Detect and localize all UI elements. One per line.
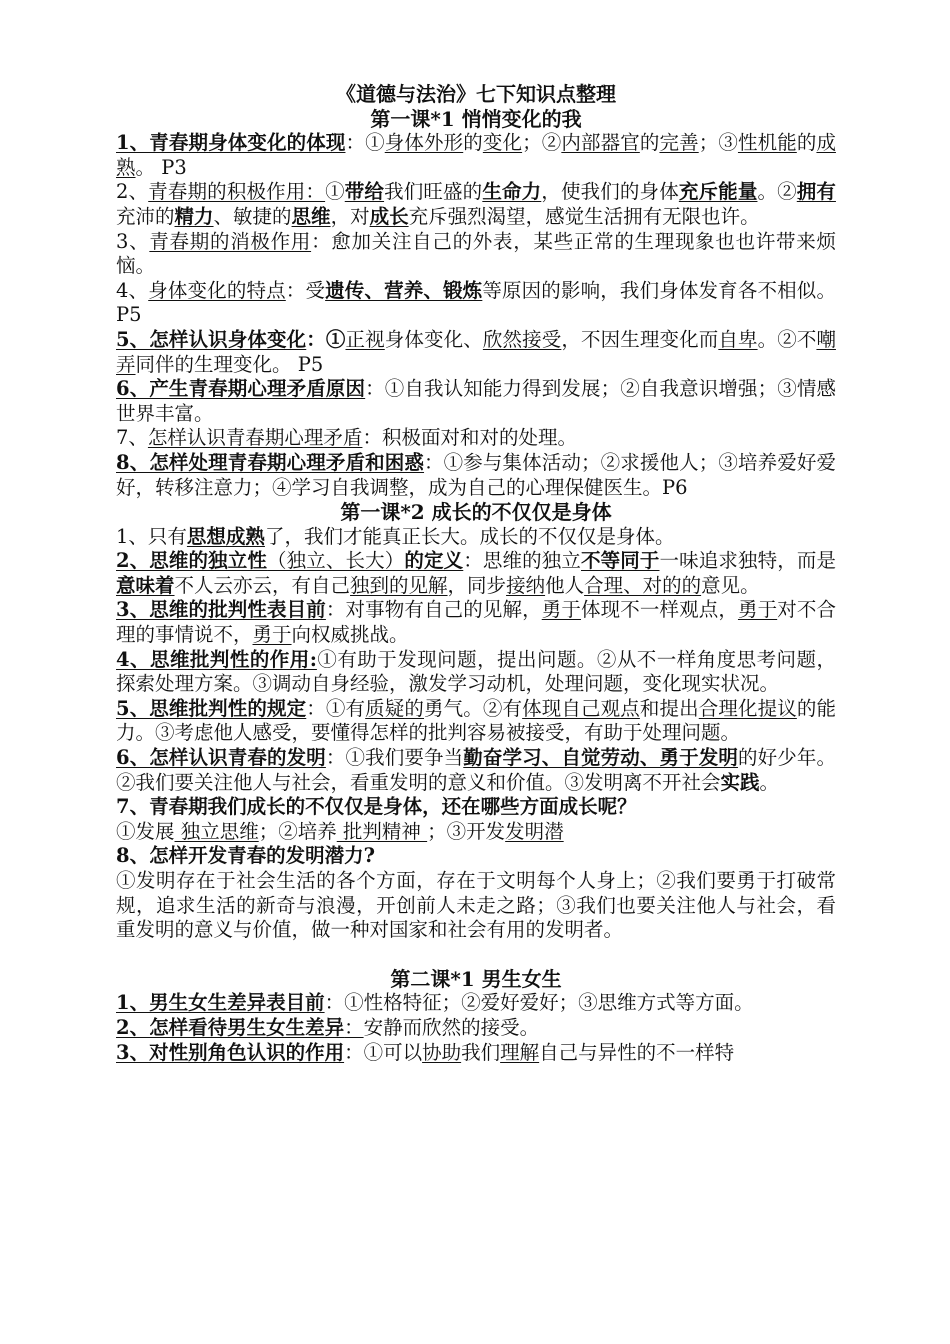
text-run: 带给	[344, 180, 385, 204]
text-run: 身体变化、	[384, 327, 483, 351]
text-run: 自卑	[718, 327, 758, 351]
text-run: ①发明存在于社会生活的各个方面，存在于文明每个人身上；②我们要勇于打破常规，追求生活的新奇与浪漫，开创前人未走之路；③我们也要关注他人与社会，看重发明的意义与价值，做一种对国家和社会有用的发明者。	[116, 869, 836, 942]
knowledge-point	[116, 525, 836, 550]
text-run: 生命力	[482, 180, 542, 204]
text-run: ：①性格特征；②爱好爱好；③思维方式等方面。	[324, 991, 754, 1015]
text-run: 发明潜	[505, 819, 564, 843]
text-run: 勇于	[737, 598, 778, 622]
text-run: 质疑的	[365, 696, 425, 720]
text-run: 2、	[116, 180, 149, 204]
text-run: ：①参与集体活动；②求援他人；③培养爱好爱好，转移注意力；④学习自我调整，成为自己的心理保健医生。P6	[116, 450, 836, 499]
knowledge-point	[116, 991, 836, 1016]
text-run: 4、	[116, 278, 149, 302]
knowledge-point	[116, 426, 836, 451]
text-run: 不等同于	[581, 549, 660, 573]
text-run: ：①自我认知能力得到发展；②自我意识增强；③情感世界丰富。	[116, 377, 836, 425]
text-run: ①	[325, 180, 345, 204]
text-run: ：①有	[306, 696, 366, 720]
text-run: 6、怎样认识青春的发明	[116, 746, 326, 770]
text-run: ；②	[522, 131, 562, 155]
text-run: 自己与异性的不一样特	[539, 1040, 735, 1064]
text-run: 勇于	[252, 623, 292, 647]
knowledge-point	[116, 549, 836, 598]
text-run: 5、思维批判性的规定	[116, 696, 307, 720]
text-run: 勤奋学习、自觉劳动、勇于发明	[463, 746, 738, 770]
text-run: ，对	[330, 204, 370, 228]
text-run: 身体变化的特点	[148, 278, 286, 302]
text-run: 2、怎样看待男生女生差异	[116, 1015, 345, 1039]
text-run: ：积极面对和对的处理。	[362, 426, 577, 450]
text-run: 我们旺盛的	[384, 180, 483, 204]
text-run: 的能力。③考虑他人感受，要懂得怎样的批判容易被接受，有助于处理问题。	[116, 696, 836, 745]
text-run: 拥有	[796, 180, 836, 204]
text-run: 充沛的	[116, 204, 175, 228]
text-run: 精力	[174, 204, 214, 228]
section-heading: 第一课*1 悄悄变化的我	[370, 106, 582, 131]
text-run: ；③开发	[427, 819, 506, 843]
knowledge-point	[116, 820, 836, 845]
text-run: 青春期的消极作用	[149, 229, 312, 253]
text-run: 了，我们才能真正长大。成长的不仅仅是身体。	[264, 524, 675, 548]
knowledge-point	[116, 598, 836, 647]
text-run: ：①	[345, 131, 385, 155]
text-run: ：受	[285, 278, 326, 302]
text-run: 等原因的影响，我们身体发育各不相似。P5	[116, 278, 836, 327]
knowledge-point	[116, 279, 836, 328]
text-run: ，不因生理变化而	[561, 327, 719, 351]
knowledge-point	[116, 795, 836, 820]
text-run: 7、	[116, 426, 148, 450]
knowledge-point	[116, 328, 836, 377]
text-run: ：①	[306, 327, 346, 351]
text-run: 3、对性别角色认识的作用	[116, 1040, 345, 1064]
text-run: ：	[344, 1015, 364, 1039]
text-run: 完善	[659, 131, 699, 155]
text-run: 独立思维	[174, 819, 259, 843]
text-run: 欣然接受	[482, 327, 562, 351]
text-run: ，使我们的身体	[541, 180, 679, 204]
text-run: 8、怎样处理青春期心理矛盾和困惑	[116, 450, 425, 474]
section-heading: 第二课*1 男生女生	[390, 966, 562, 991]
text-run: ：①可以	[344, 1040, 423, 1064]
text-run: 3、	[116, 229, 150, 253]
text-run: 变化	[482, 131, 523, 155]
knowledge-point	[116, 131, 836, 180]
text-run: ：①我们要争当	[325, 746, 464, 770]
text-run: ①发展	[116, 819, 175, 843]
text-run: 体现不一样观点，	[580, 598, 738, 622]
text-run: 2、思维的独立性	[116, 549, 268, 573]
text-run: 充斥能量	[678, 180, 758, 204]
text-run: 5、怎样认识身体变化	[116, 327, 307, 351]
text-run: 1、青春期身体变化的体现	[116, 131, 346, 155]
text-run: ，同步	[447, 573, 507, 597]
text-run: 。②不	[757, 327, 817, 351]
knowledge-point	[116, 869, 836, 943]
knowledge-point	[116, 844, 836, 869]
text-run: 4、思维批判性的作用:	[116, 647, 317, 671]
text-run: 遗传、营养、锻炼	[325, 278, 483, 302]
text-run: 充斥强烈渴望，感觉生活拥有无限也许。	[408, 204, 760, 228]
text-run: ：思维的独立	[463, 549, 582, 573]
text-run: 勇气。②有	[424, 696, 523, 720]
text-run: 、敏捷的	[213, 204, 292, 228]
text-run: 协助	[422, 1040, 462, 1064]
knowledge-point	[116, 377, 836, 426]
text-run: 内部器官	[561, 131, 640, 155]
text-run: 1、男生女生差异表目前	[116, 991, 325, 1015]
text-run: 的好少年。②我们要关注他人与社会，看重发明的意义和价值。③发明离不开社会	[116, 746, 836, 794]
knowledge-point	[116, 1041, 836, 1066]
text-run: 我们	[461, 1040, 501, 1064]
text-run: 1、只有	[116, 524, 187, 548]
text-run: ：愈加关注自己的外表，某些正常的生理现象也也许带来烦恼。	[116, 229, 836, 278]
text-run: 和提出	[639, 696, 699, 720]
text-run: 青春期的积极作用：	[148, 180, 326, 204]
text-run: 意见。	[701, 573, 760, 597]
section-heading: 第一课*2 成长的不仅仅是身体	[340, 500, 612, 525]
text-run: 接纳	[506, 573, 546, 597]
text-run: 的	[796, 131, 817, 155]
text-run: 6、产生青春期心理矛盾原因	[116, 377, 366, 401]
text-run: 。 P3	[135, 155, 187, 179]
knowledge-point	[116, 697, 836, 746]
knowledge-point	[116, 1016, 836, 1041]
text-run: （独立、长大）	[267, 549, 405, 573]
text-run: 对不合理的事情说不，	[116, 598, 836, 647]
text-run: 正视	[345, 327, 385, 351]
text-run: 成熟	[116, 131, 836, 179]
text-run: 思维	[291, 204, 331, 228]
text-run: 怎样认识青春期心理矛盾	[147, 426, 363, 450]
text-run: 3、思维的批判性表目前	[116, 598, 326, 622]
text-run: 安静而欣然的接受。	[363, 1015, 540, 1039]
text-run: 实践	[720, 770, 760, 794]
knowledge-point	[116, 648, 836, 697]
text-run: ①有助于发现问题，提出问题。②从不一样角度思考问题，探索处理方案。③调动自身经验，激发学习动机，处理问题，变化现实状况。	[116, 647, 836, 696]
text-run: 独到的见解	[350, 573, 448, 597]
text-run: 批判精神	[336, 819, 428, 843]
text-run: 向权威挑战。	[291, 623, 409, 647]
text-run: 不人云亦云，有自己	[174, 573, 351, 597]
text-run: 嘲弄	[116, 327, 836, 376]
text-run: 思想成熟	[186, 524, 265, 548]
knowledge-point	[116, 451, 836, 500]
text-run: 意味着	[116, 573, 175, 597]
text-run: 8、怎样开发青春的发明潜力?	[116, 844, 375, 868]
text-run: 理解	[500, 1040, 540, 1064]
text-run: 7、青春期我们成长的不仅仅是身体，还在哪些方面成长呢？	[116, 795, 637, 819]
knowledge-point	[116, 180, 836, 229]
text-run: 的	[463, 131, 483, 155]
knowledge-point	[116, 230, 836, 279]
document-title: 《道德与法治》七下知识点整理	[336, 82, 616, 106]
text-run: 成长	[369, 204, 409, 228]
document-body	[116, 107, 836, 1066]
text-run: 。	[759, 770, 780, 794]
text-run: 合理化提议	[698, 696, 797, 720]
text-run: 体现自己观点	[522, 696, 640, 720]
text-run: 一味追求独特，而是	[659, 549, 836, 573]
text-run: 的	[639, 131, 660, 155]
text-run: 同伴的生理变化。 P5	[135, 352, 324, 376]
text-run: 。②	[757, 180, 797, 204]
text-run: ；②培养	[258, 819, 337, 843]
text-run: ；③	[698, 131, 738, 155]
text-run: 性机能	[737, 131, 797, 155]
text-run: 他人	[545, 573, 585, 597]
text-run: 身体外形	[384, 131, 464, 155]
text-run: 合理、对的的	[584, 573, 702, 597]
text-run: 的定义	[404, 549, 464, 573]
knowledge-point	[116, 746, 836, 795]
text-run: 勇于	[541, 598, 581, 622]
text-run: ：对事物有自己的见解，	[325, 598, 542, 622]
